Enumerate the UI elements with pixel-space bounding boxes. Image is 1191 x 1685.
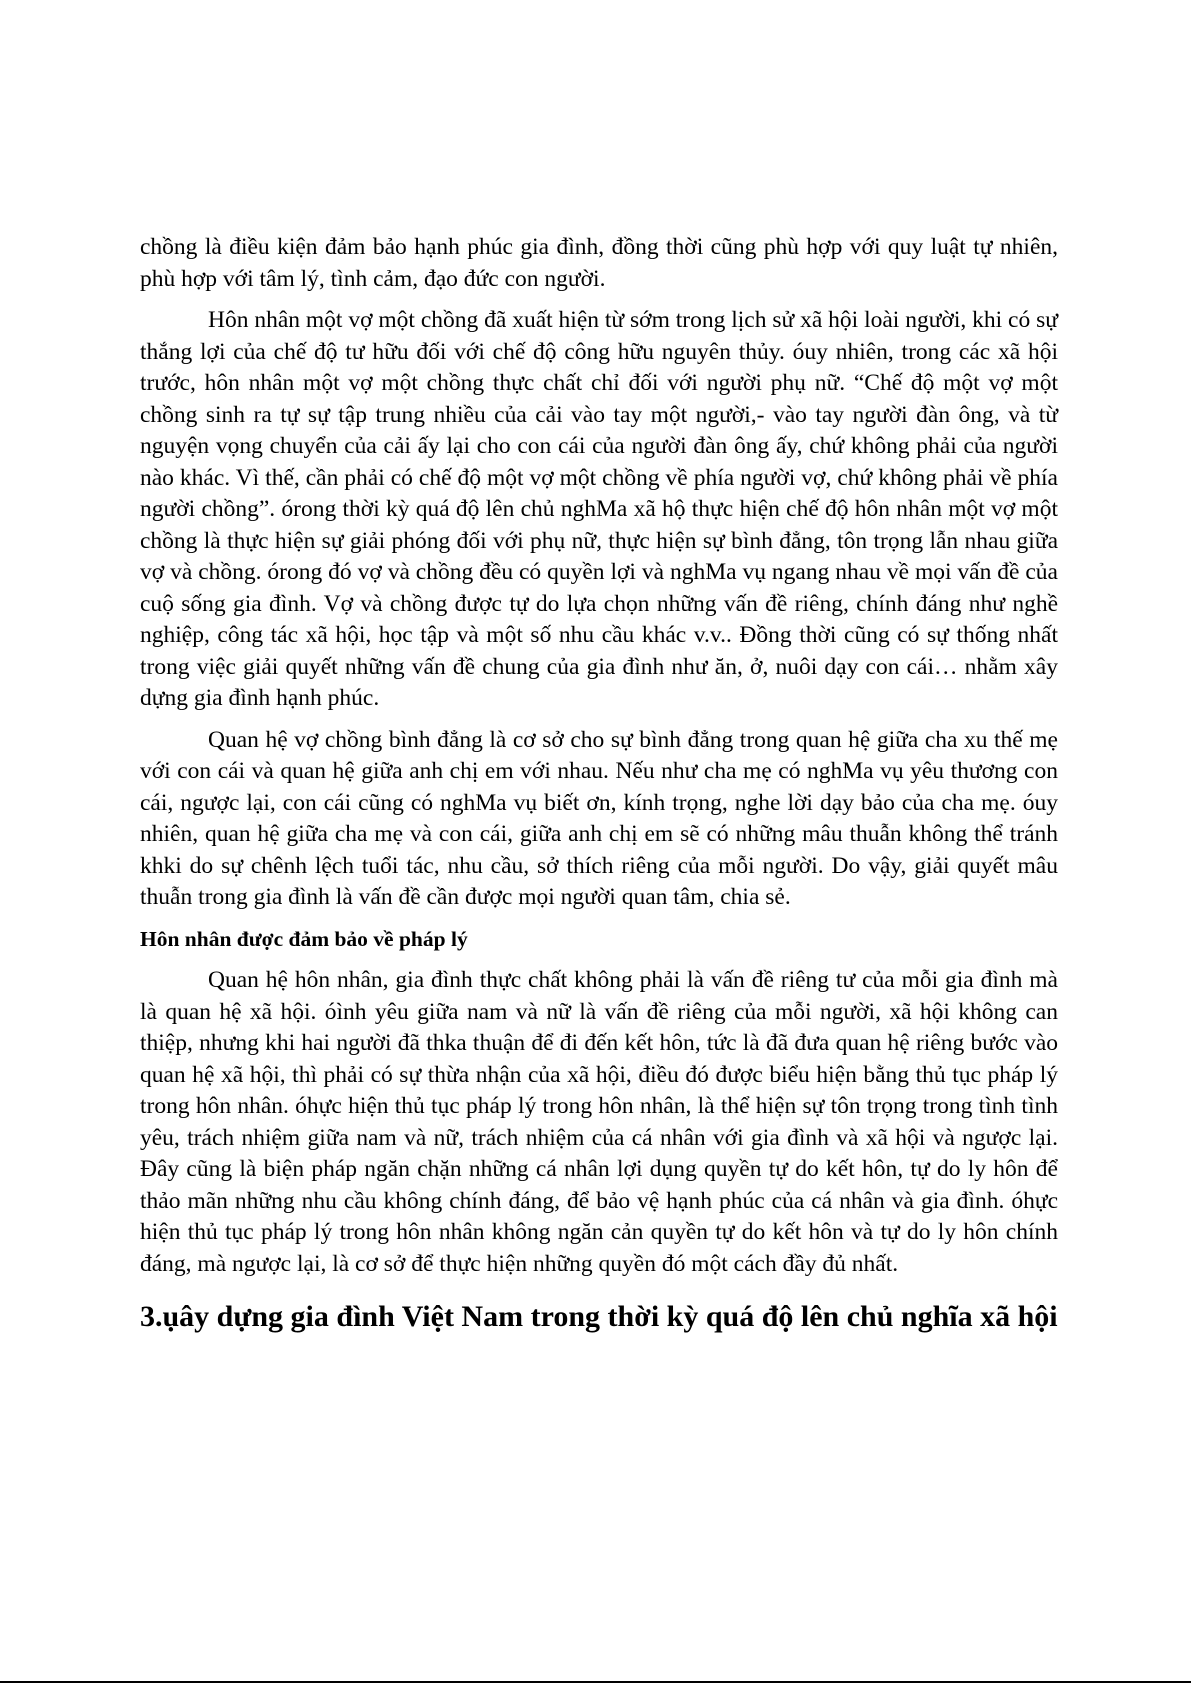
paragraph-1: chồng là điều kiện đảm bảo hạnh phúc gia đình, đồng thời cũng phù hợp với quy luật tự nhiên, phù hợp với tâm lý, tình cảm, đạo đức con người. <box>140 234 1058 292</box>
footer-rule <box>0 1681 1191 1683</box>
document-page <box>140 232 1058 1336</box>
paragraph-2: Hôn nhân một vợ một chồng đã xuất hiện từ sớm trong lịch sử xã hội loài người, khi có sự thắng lợi của chế độ tư hữu đối với chế độ công hữu nguyên thủy. óuy nhiên, trong các xã hội trước, hôn nhân một vợ một chồng thực chất chỉ đối với người phụ nữ. “Chế độ một vợ một chồng sinh ra tự sự tập trung nhiều của cải vào tay một người,- vào tay người đàn ông, và từ nguyện vọng chuyển của cải ấy lại cho con cái của người đàn ông ấy, chứ không phải của người nào khác. Vì thế, cần phải có chế độ một vợ một chồng về phía người vợ, chứ không phải về phía người chồng”. órong thời kỳ quá độ lên chủ nghMa xã hộ thực hiện chế độ hôn nhân một vợ một chồng là thực hiện sự giải phóng đối với phụ nữ, thực hiện sự bình đẳng, tôn trọng lẫn nhau giữa vợ và chồng. órong đó vợ và chồng đều có quyền lợi và nghMa vụ ngang nhau về mọi vấn đề của cuộ sống gia đình. Vợ và chồng được tự do lựa chọn những vấn đề riêng, chính đáng như nghề nghiệp, công tác xã hội, học tập và một số nhu cầu khác v.v.. Đồng thời cũng có sự thống nhất trong việc giải quyết những vấn đề chung của gia đình như ăn, ở, nuôi dạy con cái… nhằm xây dựng gia đình hạnh phúc. <box>140 307 1058 711</box>
paragraph-3: Quan hệ vợ chồng bình đẳng là cơ sở cho sự bình đẳng trong quan hệ giữa cha xu thế mẹ với con cái và quan hệ giữa anh chị em với nhau. Nếu như cha mẹ có nghMa vụ yêu thương con cái, ngược lại, con cái cũng có nghMa vụ biết ơn, kính trọng, nghe lời dạy bảo của cha mẹ. óuy nhiên, quan hệ giữa cha mẹ và con cái, giữa anh chị em sẽ có những mâu thuẫn không thể tránh khki do sự chênh lệch tuổi tác, nhu cầu, sở thích riêng của mỗi người. Do vậy, giải quyết mâu thuẫn trong gia đình là vấn đề cần được mọi người quan tâm, chia sẻ. <box>140 726 1058 910</box>
paragraph-4: Quan hệ hôn nhân, gia đình thực chất không phải là vấn đề riêng tư của mỗi gia đình mà là quan hệ xã hội. óình yêu giữa nam và nữ là vấn đề riêng của mỗi người, xã hội không can thiệp, nhưng khi hai người đã thka thuận để đi đến kết hôn, tức là đã đưa quan hệ riêng bước vào quan hệ xã hội, thì phải có sự thừa nhận của xã hội, điều đó được biểu hiện bằng thủ tục pháp lý trong hôn nhân. óhực hiện thủ tục pháp lý trong hôn nhân, là thể hiện sự tôn trọng trong tình tình yêu, trách nhiệm giữa nam và nữ, trách nhiệm của cá nhân với gia đình và xã hội và ngược lại. Đây cũng là biện pháp ngăn chặn những cá nhân lợi dụng quyền tự do kết hôn, tự do ly hôn để thảo mãn những nhu cầu không chính đáng, để bảo vệ hạnh phúc của cá nhân và gia đình. óhực hiện thủ tục pháp lý trong hôn nhân không ngăn cản quyền tự do kết hôn và tự do ly hôn chính đáng, mà ngược lại, là cơ sở để thực hiện những quyền đó một cách đầy đủ nhất. <box>140 967 1058 1277</box>
section-heading: 3.ụây dựng gia đình Việt Nam trong thời kỳ quá độ lên chủ nghĩa xã hội <box>140 1300 1058 1333</box>
subheading-legal-marriage: Hôn nhân được đảm bảo về pháp lý <box>140 926 468 951</box>
